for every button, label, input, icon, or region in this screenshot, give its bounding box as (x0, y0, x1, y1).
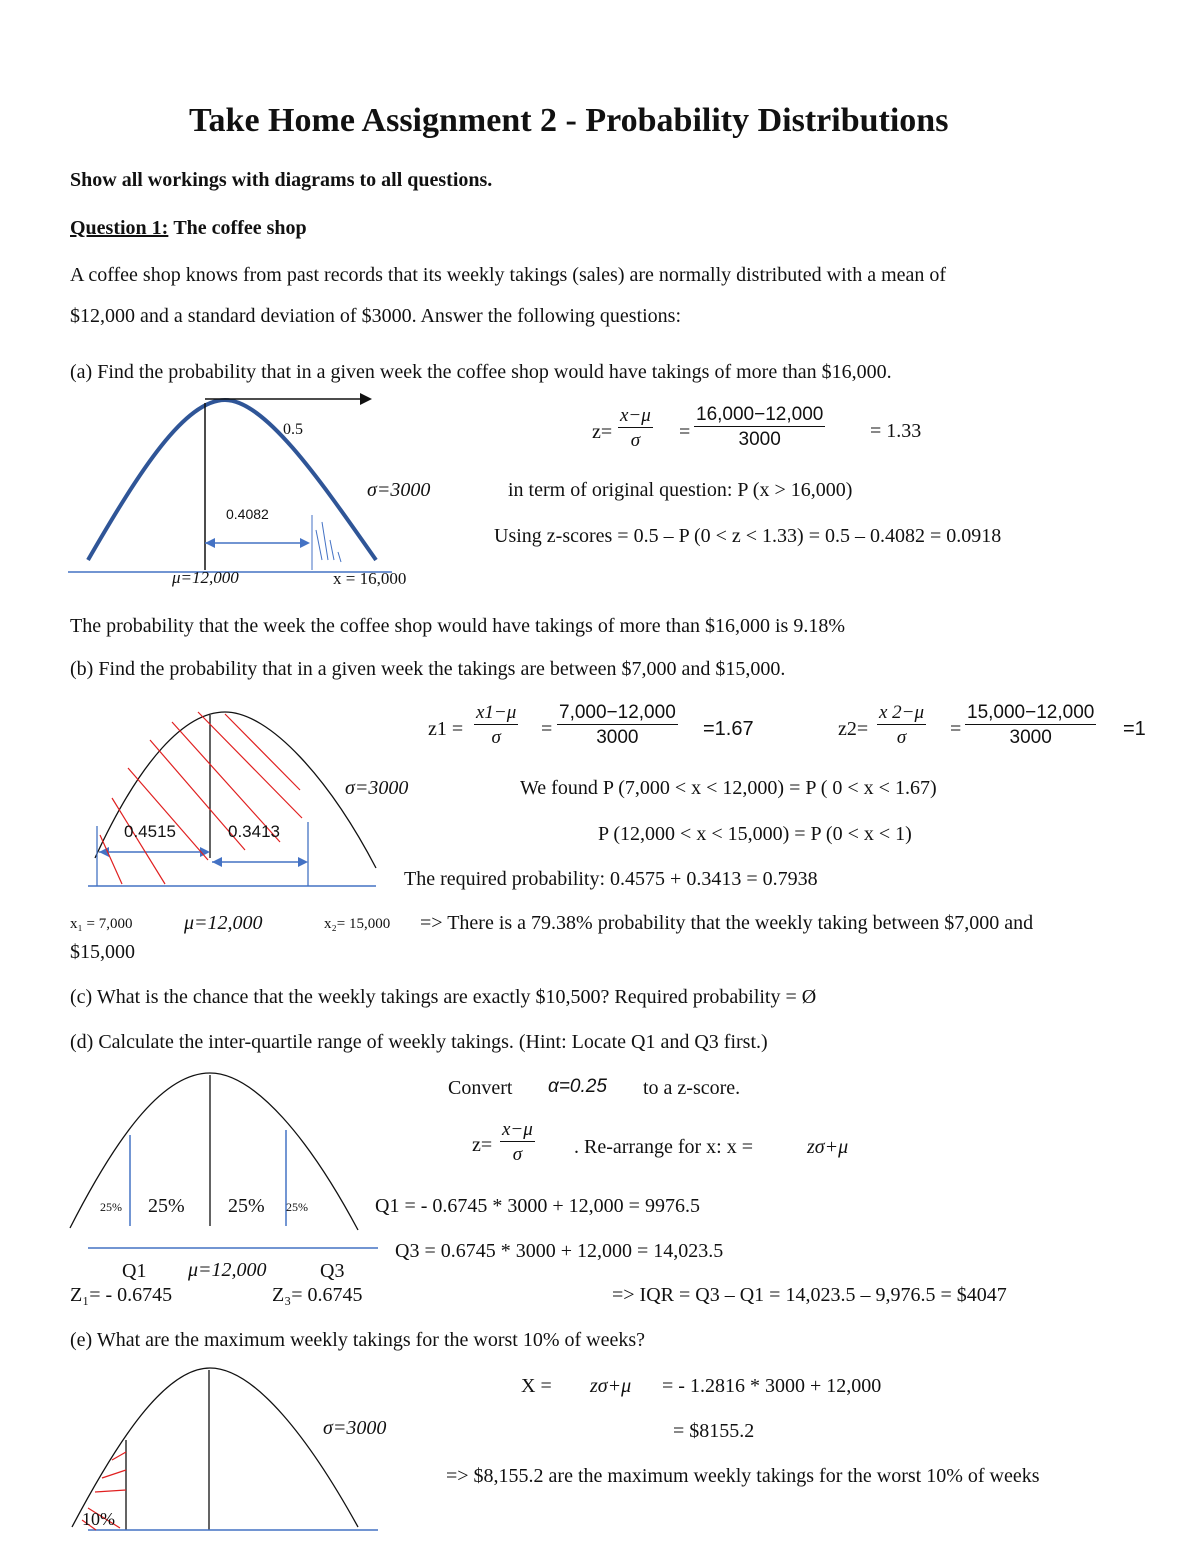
part-b-z1-frac-2-num: 7,000−12,000 (559, 702, 676, 723)
part-b-normal-curve (95, 712, 376, 868)
part-b-conclusion-b: $15,000 (70, 941, 135, 963)
part-b-hatch (198, 712, 302, 818)
part-a-frac-1 (618, 406, 653, 450)
part-b-z1-frac-1-den: σ (491, 727, 501, 748)
part-b-z1-frac-1-num: x1−μ (476, 702, 517, 723)
part-e-x-calc: = - 1.2816 * 3000 + 12,000 (662, 1375, 882, 1397)
part-a-eq-sign: = (679, 421, 691, 443)
part-d-frac-num: x−μ (502, 1119, 533, 1140)
part-b-z2-result: =1 (1123, 718, 1146, 740)
part-a-z-result: = 1.33 (870, 420, 922, 442)
part-a-area-label: 0.4082 (226, 506, 269, 522)
part-b-z1-result: =1.67 (703, 718, 754, 740)
part-b-question: (b) Find the probability that in a given week the takings are between $7,000 and $15,000. (70, 658, 786, 680)
part-e-answer: => $8,155.2 are the maximum weekly takings for the worst 10% of weeks (446, 1465, 1040, 1487)
part-a-hatch (330, 540, 334, 560)
part-b-right-head-r (298, 857, 308, 867)
part-b-z1-lhs: z1 = (428, 718, 464, 740)
part-a-frac-2-num: 16,000−12,000 (696, 404, 824, 425)
part-d-rearrange-expr: zσ+μ (807, 1136, 849, 1158)
part-c-question: (c) What is the chance that the weekly takings are exactly $10,500? Required probability = Ø (70, 986, 817, 1008)
part-e-hatch (95, 1490, 126, 1492)
part-a-hatch (322, 522, 328, 560)
page-title: Take Home Assignment 2 - Probability Distributions (189, 102, 949, 139)
part-b-left-area: 0.4515 (124, 822, 176, 841)
part-b-z1-eq: = (541, 718, 553, 740)
part-b-z2-frac-2-den: 3000 (1009, 727, 1052, 748)
part-a-arrow-head (360, 393, 372, 405)
part-a-question: (a) Find the probability that in a given week the coffee shop would have takings of more than $16,000. (70, 361, 892, 383)
part-b-z2-frac-2-num: 15,000−12,000 (967, 702, 1095, 723)
part-e-x-lhs: X = (521, 1375, 552, 1397)
part-a-in-terms: in term of original question: P (x > 16,000) (508, 479, 853, 501)
part-d-z3-label: Z₃= 0.6745 (272, 1284, 363, 1306)
part-b-x2-label: x₂= 15,000 (324, 916, 391, 932)
part-d-z-lhs: z= (472, 1134, 493, 1156)
part-d-pct-far-left: 25% (100, 1200, 122, 1214)
part-b-z2-lhs: z2= (838, 718, 869, 740)
part-e-normal-curve (72, 1368, 358, 1527)
instruction: Show all workings with diagrams to all questions. (70, 169, 493, 191)
part-b-z1-frac-1 (474, 703, 518, 747)
part-d-z1-label: Z₁= - 0.6745 (70, 1284, 173, 1306)
part-a-z-lhs: z= (592, 421, 613, 443)
part-d-q1-calc: Q1 = - 0.6745 * 3000 + 12,000 = 9976.5 (375, 1195, 700, 1217)
part-d-rearrange: . Re-arrange for x: x = (574, 1136, 753, 1158)
question-1-name: The coffee shop (173, 217, 307, 239)
part-b-p2: P (12,000 < x < 15,000) = P (0 < x < 1) (598, 823, 912, 845)
part-b-z2-eq: = (950, 718, 962, 740)
part-b-hatch (112, 798, 165, 884)
part-d-iqr: => IQR = Q3 – Q1 = 14,023.5 – 9,976.5 = $4047 (612, 1284, 1007, 1306)
part-d-question: (d) Calculate the inter-quartile range of weekly takings. (Hint: Locate Q1 and Q3 first.) (70, 1031, 768, 1053)
part-a-mu-label: μ=12,000 (172, 568, 239, 587)
part-b-right-head-l (212, 857, 222, 867)
part-a-frac-2 (694, 405, 825, 449)
part-e-hatch (102, 1470, 126, 1478)
part-a-hatch (316, 530, 322, 560)
part-d-q1-label: Q1 (122, 1260, 147, 1282)
part-e-x-expr: zσ+μ (590, 1375, 632, 1397)
part-d-convert: Convert (448, 1077, 513, 1099)
part-b-diagram (88, 712, 376, 886)
part-d-q3-calc: Q3 = 0.6745 * 3000 + 12,000 = 14,023.5 (395, 1240, 724, 1262)
part-a-frac-2-den: 3000 (738, 429, 781, 450)
part-b-hatch (128, 768, 208, 860)
part-b-conclusion-a: => There is a 79.38% probability that the weekly taking between $7,000 and (420, 912, 1034, 934)
intro-line-1: A coffee shop knows from past records that its weekly takings (sales) are normally distributed with a mean of (70, 264, 947, 286)
part-a-hatch (338, 552, 341, 562)
part-e-sigma: σ=3000 (323, 1417, 387, 1439)
part-d-frac (500, 1120, 535, 1164)
part-d-pct-left: 25% (148, 1195, 185, 1217)
part-d-q3-label: Q3 (320, 1260, 345, 1282)
part-e-tail-label: 10% (82, 1509, 115, 1529)
part-a-frac-1-num: x−μ (620, 405, 651, 426)
part-d-frac-den: σ (512, 1144, 523, 1165)
part-b-found: We found P (7,000 < x < 12,000) = P ( 0 < x < 1.67) (520, 777, 937, 799)
part-b-z2-frac-1 (877, 703, 926, 747)
part-b-z1-frac-2 (557, 703, 678, 747)
part-d-to-z: to a z-score. (643, 1077, 741, 1099)
part-a-x-label: x = 16,000 (333, 569, 407, 588)
part-b-mu-label: μ=12,000 (184, 912, 263, 934)
part-a-normal-curve (88, 400, 376, 560)
part-b-right-area: 0.3413 (228, 822, 280, 841)
intro-line-2: $12,000 and a standard deviation of $3000. Answer the following questions: (70, 305, 682, 327)
part-b-sigma: σ=3000 (345, 777, 409, 799)
part-d-pct-right: 25% (228, 1195, 265, 1217)
part-d-mu-label: μ=12,000 (188, 1259, 267, 1281)
question-1-label: Question 1: (70, 217, 169, 239)
part-a-answer: The probability that the week the coffee shop would have takings of more than $16,000 is 9.18% (70, 615, 845, 637)
part-a-sigma: σ=3000 (367, 479, 431, 501)
part-a-half-label: 0.5 (283, 421, 303, 438)
part-a-frac-1-den: σ (630, 430, 641, 451)
part-d-diagram (70, 1073, 378, 1248)
part-b-x1-label: x₁ = 7,000 (70, 916, 133, 932)
part-b-z2-frac-2 (965, 703, 1096, 747)
part-a-span-head-l (205, 538, 215, 548)
part-d-pct-far-right: 25% (286, 1200, 308, 1214)
part-b-hatch (100, 835, 122, 884)
part-a-using-z: Using z-scores = 0.5 – P (0 < z < 1.33) = 0.5 – 0.4082 = 0.0918 (494, 525, 1002, 547)
part-a-diagram (68, 393, 392, 572)
part-d-alpha: α=0.25 (548, 1076, 607, 1097)
part-b-z2-frac-1-den: σ (896, 727, 907, 748)
part-e-question: (e) What are the maximum weekly takings for the worst 10% of weeks? (70, 1329, 645, 1351)
part-e-diagram (72, 1368, 378, 1530)
part-b-required: The required probability: 0.4575 + 0.3413 = 0.7938 (404, 868, 818, 890)
part-a-span-head-r (300, 538, 310, 548)
part-b-z2-frac-1-num: x 2−μ (879, 702, 925, 723)
part-e-x-result: = $8155.2 (673, 1420, 755, 1442)
part-b-z1-frac-2-den: 3000 (596, 727, 639, 748)
